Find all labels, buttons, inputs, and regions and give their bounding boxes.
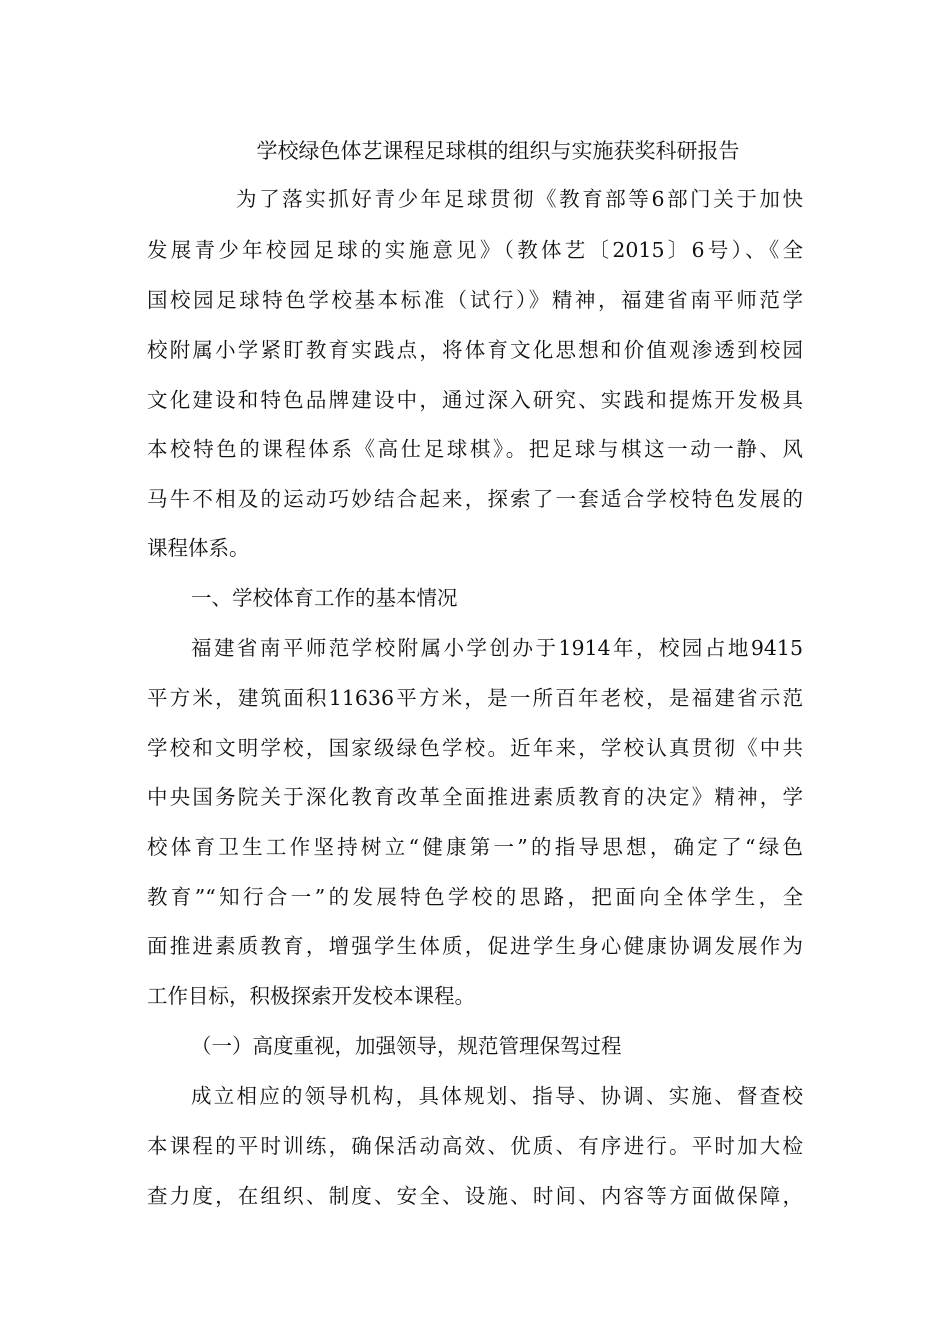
paragraph-1-line-6: 本校特色的课程体系《高仕足球棋》。把足球与棋这一动一静、风 (147, 437, 803, 461)
paragraph-3-line-3: 查力度，在组织、制度、安全、设施、时间、内容等方面做保障， (147, 1184, 803, 1208)
paragraph-2-line-4: 中央国务院关于深化教育改革全面推进素质教育的决定》精神，学 (147, 785, 803, 809)
paragraph-2-line-5: 校体育卫生工作坚持树立“健康第一”的指导思想，确定了“绿色 (147, 835, 803, 859)
section-heading-1: 一、学校体育工作的基本情况 (191, 586, 458, 610)
paragraph-1-line-3: 国校园足球特色学校基本标准（试行）》精神，福建省南平师范学 (147, 288, 803, 312)
paragraph-1-line-4: 校附属小学紧盯教育实践点，将体育文化思想和价值观渗透到校园 (147, 338, 803, 362)
paragraph-3-line-2: 本课程的平时训练，确保活动高效、优质、有序进行。平时加大检 (147, 1134, 803, 1158)
paragraph-2-line-2: 平方米，建筑面积11636平方米，是一所百年老校，是福建省示范 (147, 686, 803, 710)
paragraph-1-line-5: 文化建设和特色品牌建设中，通过深入研究、实践和提炼开发极具 (147, 388, 803, 412)
document-title: 学校绿色体艺课程足球棋的组织与实施获奖科研报告 (256, 139, 740, 163)
subsection-heading-1: （一）高度重视，加强领导，规范管理保驾过程 (191, 1034, 622, 1058)
paragraph-1-line-7: 马牛不相及的运动巧妙结合起来，探索了一套适合学校特色发展的 (147, 487, 803, 511)
paragraph-2-line-3: 学校和文明学校，国家级绿色学校。近年来，学校认真贯彻《中共 (147, 736, 803, 760)
paragraph-2-line-7: 面推进素质教育，增强学生体质，促进学生身心健康协调发展作为 (147, 934, 803, 958)
paragraph-3-line-1: 成立相应的领导机构，具体规划、指导、协调、实施、督查校 (191, 1084, 803, 1108)
paragraph-1-line-8: 课程体系。 (147, 536, 250, 560)
paragraph-1-line-2: 发展青少年校园足球的实施意见》（教体艺〔2015〕6号）、《全 (147, 238, 803, 262)
paragraph-1-line-1: 为了落实抓好青少年足球贯彻《教育部等6部门关于加快 (236, 187, 803, 211)
paragraph-2-line-6: 教育”“知行合一”的发展特色学校的思路，把面向全体学生，全 (147, 885, 803, 909)
paragraph-2-line-8: 工作目标，积极探索开发校本课程。 (147, 984, 475, 1008)
paragraph-2-line-1: 福建省南平师范学校附属小学创办于1914年，校园占地9415 (191, 636, 803, 660)
